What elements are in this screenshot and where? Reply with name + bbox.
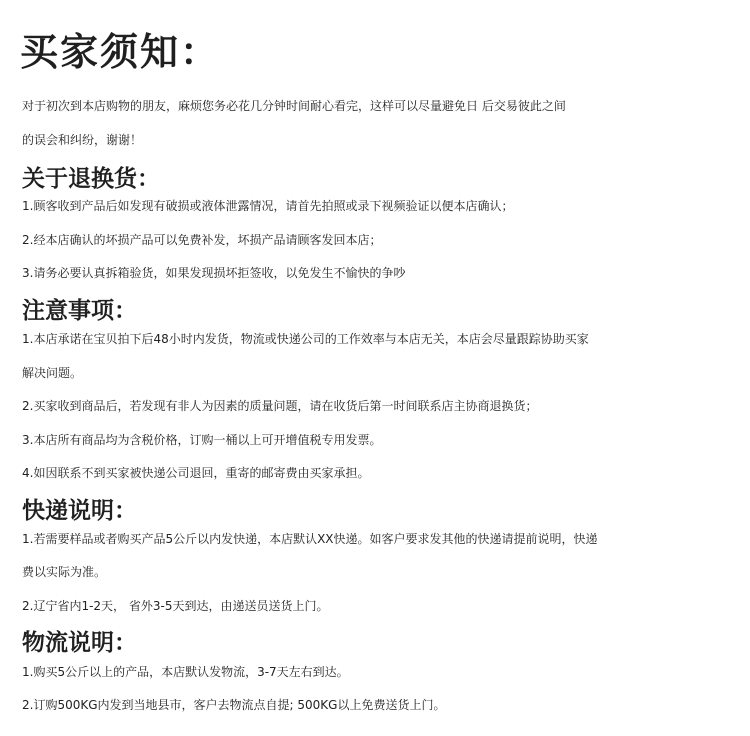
notes-item-4: 4.如因联系不到买家被快递公司退回，重寄的邮寄费由买家承担。 — [22, 466, 370, 480]
logistics-heading: 物流说明： — [22, 630, 137, 656]
returns-item-3: 3.请务必要认真拆箱验货，如果发现损坏拒签收，以免发生不愉快的争吵 — [22, 266, 406, 280]
express-item-1: 1.若需要样品或者购买产品5公斤以内发快递，本店默认XX快递。如客户要求发其他的快递请提前说明，快递 — [22, 532, 598, 546]
intro-line-2: 的误会和纠纷，谢谢！ — [22, 133, 143, 147]
intro-line-1: 对于初次到本店购物的朋友，麻烦您务必花几分钟时间耐心看完，这样可以尽量避免日 后交易彼此之间 — [22, 99, 566, 113]
page-title: 买家须知： — [20, 30, 221, 74]
express-heading: 快递说明： — [22, 498, 137, 524]
express-item-2: 2.辽宁省内1-2天， 省外3-5天到达，由递送员送货上门。 — [22, 599, 329, 613]
returns-item-1: 1.顾客收到产品后如发现有破损或液体泄露情况，请首先拍照或录下视频验证以便本店确认； — [22, 199, 514, 213]
notes-item-3: 3.本店所有商品均为含税价格，订购一桶以上可开增值税专用发票。 — [22, 433, 382, 447]
returns-item-2: 2.经本店确认的坏损产品可以免费补发，坏损产品请顾客发回本店； — [22, 233, 382, 247]
notes-item-2: 2.买家收到商品后，若发现有非人为因素的质量问题，请在收货后第一时间联系店主协商退换货； — [22, 399, 538, 413]
notes-heading: 注意事项： — [22, 298, 137, 324]
notes-item-1-cont: 解决问题。 — [22, 366, 83, 380]
express-item-1-cont: 费以实际为准。 — [22, 565, 107, 579]
logistics-item-2: 2.订购500KG内发到当地县市，客户去物流点自提; 500KG以上免费送货上门。 — [22, 698, 446, 712]
returns-heading: 关于退换货： — [22, 166, 160, 192]
notes-item-1: 1.本店承诺在宝贝拍下后48小时内发货，物流或快递公司的工作效率与本店无关，本店会尽量跟踪协助买家 — [22, 332, 589, 346]
logistics-item-1: 1.购买5公斤以上的产品，本店默认发物流，3-7天左右到达。 — [22, 665, 349, 679]
